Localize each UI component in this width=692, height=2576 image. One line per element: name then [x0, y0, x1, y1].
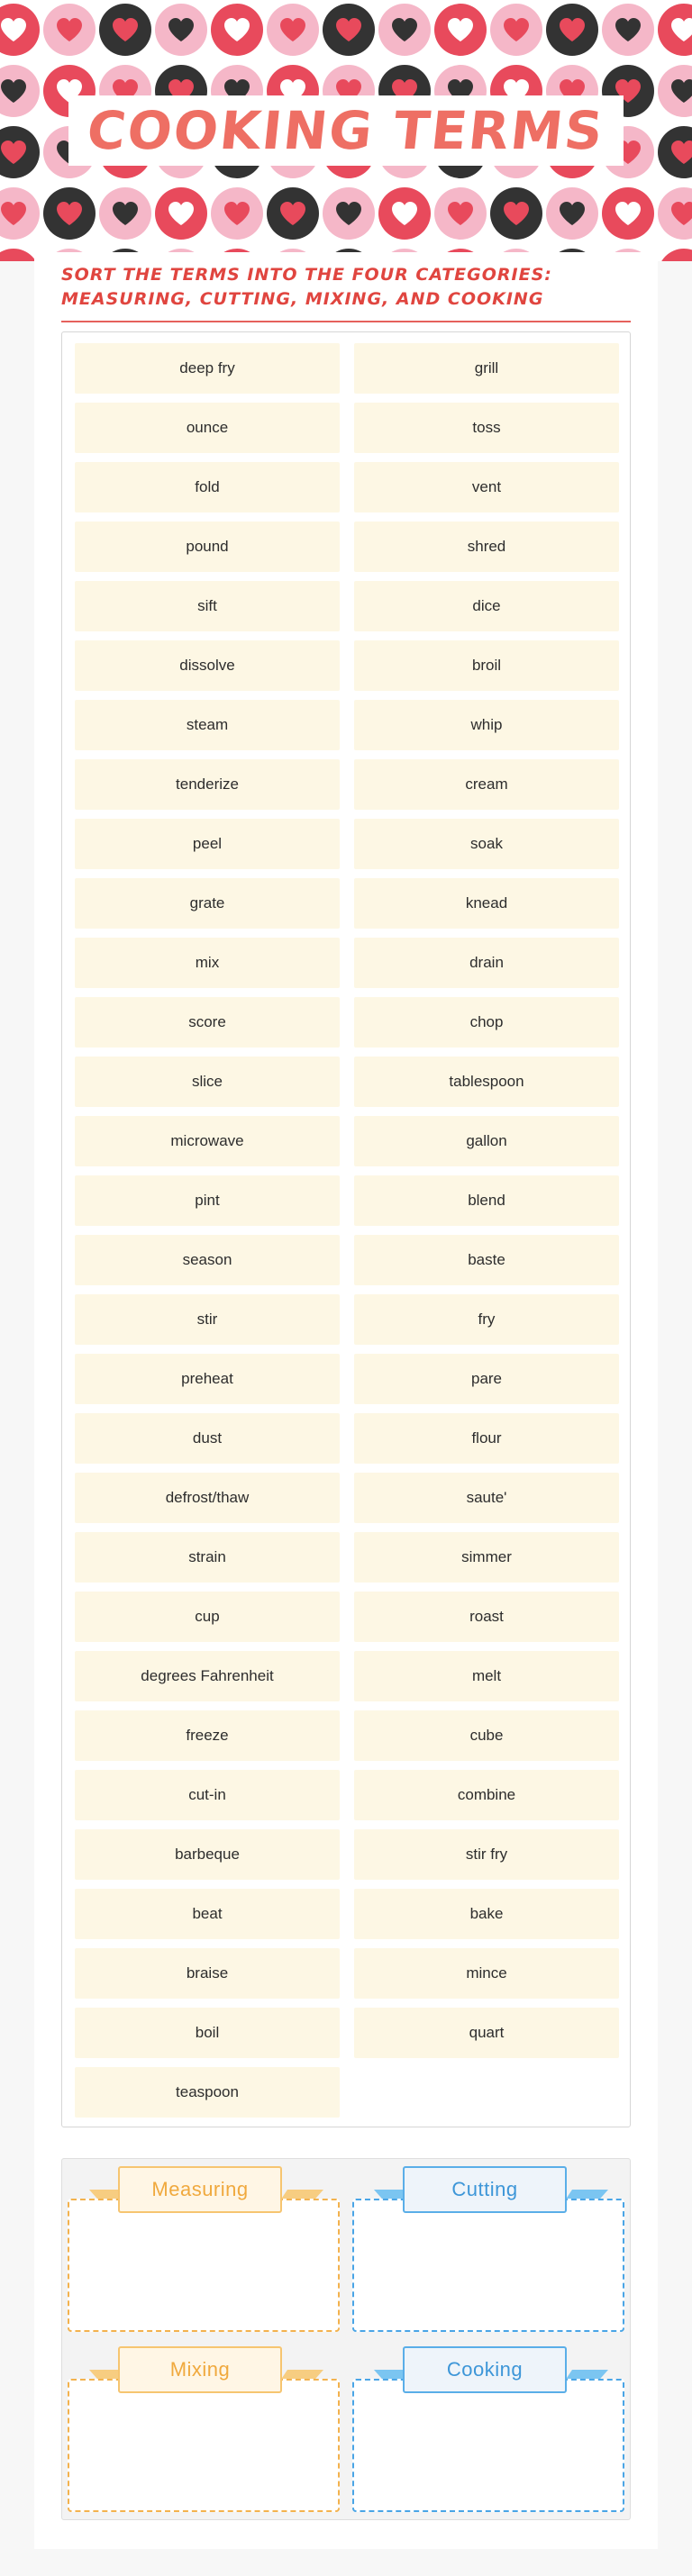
term-card[interactable]: saute': [354, 1473, 619, 1523]
term-card[interactable]: fold: [75, 462, 340, 512]
term-card[interactable]: pare: [354, 1354, 619, 1404]
heart-icon: [43, 187, 96, 240]
term-card[interactable]: peel: [75, 819, 340, 869]
heart-icon: [155, 4, 207, 56]
title-banner: [70, 97, 622, 164]
heart-icon: [378, 187, 431, 240]
term-card[interactable]: mince: [354, 1948, 619, 1999]
category-label-measuring: Measuring: [118, 2166, 282, 2213]
term-card[interactable]: gallon: [354, 1116, 619, 1166]
term-card[interactable]: vent: [354, 462, 619, 512]
term-card[interactable]: toss: [354, 403, 619, 453]
term-card[interactable]: drain: [354, 938, 619, 988]
heart-icon: [0, 126, 40, 178]
term-card[interactable]: deep fry: [75, 343, 340, 394]
heart-icon: [658, 126, 692, 178]
term-card[interactable]: simmer: [354, 1532, 619, 1583]
heart-icon: [0, 187, 40, 240]
category-mixing[interactable]: [64, 2339, 340, 2512]
heart-icon: [602, 4, 654, 56]
heart-icon: [378, 4, 431, 56]
heart-icon: [602, 187, 654, 240]
term-card[interactable]: grill: [354, 343, 619, 394]
heart-icon: [99, 187, 151, 240]
term-card[interactable]: defrost/thaw: [75, 1473, 340, 1523]
term-card[interactable]: combine: [354, 1770, 619, 1820]
heart-icon: [658, 249, 692, 261]
term-card[interactable]: cube: [354, 1710, 619, 1761]
heart-icon: [0, 65, 40, 117]
heart-icon: [43, 4, 96, 56]
divider: [61, 321, 631, 322]
term-card[interactable]: roast: [354, 1592, 619, 1642]
heart-icon: [658, 187, 692, 240]
term-card[interactable]: whip: [354, 700, 619, 750]
heart-icon: [211, 4, 263, 56]
heart-icon: [323, 187, 375, 240]
term-card[interactable]: ounce: [75, 403, 340, 453]
heart-icon: [267, 4, 319, 56]
term-card[interactable]: shred: [354, 522, 619, 572]
term-card[interactable]: baste: [354, 1235, 619, 1285]
drop-zone-measuring[interactable]: [68, 2199, 340, 2332]
term-card[interactable]: tenderize: [75, 759, 340, 810]
term-card[interactable]: cup: [75, 1592, 340, 1642]
term-card[interactable]: dissolve: [75, 640, 340, 691]
drop-zone-mixing[interactable]: [68, 2379, 340, 2512]
term-card[interactable]: cream: [354, 759, 619, 810]
heart-icon: [490, 4, 542, 56]
term-card[interactable]: pound: [75, 522, 340, 572]
term-card[interactable]: broil: [354, 640, 619, 691]
heart-icon: [155, 187, 207, 240]
heart-icon: [546, 187, 598, 240]
term-card[interactable]: cut-in: [75, 1770, 340, 1820]
term-card[interactable]: boil: [75, 2008, 340, 2058]
category-cutting[interactable]: [349, 2159, 624, 2332]
term-card[interactable]: strain: [75, 1532, 340, 1583]
term-card[interactable]: preheat: [75, 1354, 340, 1404]
term-card[interactable]: dust: [75, 1413, 340, 1464]
term-card[interactable]: freeze: [75, 1710, 340, 1761]
term-card[interactable]: quart: [354, 2008, 619, 2058]
term-card[interactable]: teaspoon: [75, 2067, 340, 2118]
term-card[interactable]: steam: [75, 700, 340, 750]
term-card[interactable]: season: [75, 1235, 340, 1285]
term-card[interactable]: score: [75, 997, 340, 1048]
term-card[interactable]: pint: [75, 1175, 340, 1226]
heart-icon: [658, 4, 692, 56]
term-card[interactable]: soak: [354, 819, 619, 869]
heart-icon: [434, 187, 487, 240]
category-label-cooking: Cooking: [403, 2346, 567, 2393]
category-cooking[interactable]: [349, 2339, 624, 2512]
term-card[interactable]: stir fry: [354, 1829, 619, 1880]
term-card[interactable]: braise: [75, 1948, 340, 1999]
term-card[interactable]: chop: [354, 997, 619, 1048]
heart-icon: [0, 4, 40, 56]
worksheet: [34, 252, 658, 2549]
term-card[interactable]: mix: [75, 938, 340, 988]
heart-icon: [99, 4, 151, 56]
heart-icon: [211, 187, 263, 240]
term-card[interactable]: sift: [75, 581, 340, 631]
term-card[interactable]: bake: [354, 1889, 619, 1939]
term-card[interactable]: slice: [75, 1057, 340, 1107]
heart-icon: [490, 187, 542, 240]
instructions: SORT THE TERMS INTO THE FOUR CATEGORIES: MEASURING, CUTTING, MIXING, AND COOKING: [61, 265, 552, 309]
term-grid: [75, 343, 619, 2118]
heart-icon: [267, 187, 319, 240]
category-label-cutting: Cutting: [403, 2166, 567, 2213]
term-card[interactable]: stir: [75, 1294, 340, 1345]
term-card[interactable]: barbeque: [75, 1829, 340, 1880]
term-card[interactable]: dice: [354, 581, 619, 631]
term-card[interactable]: fry: [354, 1294, 619, 1345]
page-title: COOKING TERMS: [84, 100, 608, 161]
term-card[interactable]: knead: [354, 878, 619, 929]
heart-icon: [546, 4, 598, 56]
drop-zone-cooking[interactable]: [352, 2379, 624, 2512]
category-label-mixing: Mixing: [118, 2346, 282, 2393]
term-card[interactable]: microwave: [75, 1116, 340, 1166]
term-card[interactable]: tablespoon: [354, 1057, 619, 1107]
term-card[interactable]: blend: [354, 1175, 619, 1226]
heart-icon: [434, 4, 487, 56]
term-card[interactable]: beat: [75, 1889, 340, 1939]
category-measuring[interactable]: [64, 2159, 340, 2332]
term-bank: [61, 331, 631, 2127]
heart-icon: [323, 4, 375, 56]
term-card[interactable]: flour: [354, 1413, 619, 1464]
term-card[interactable]: degrees Fahrenheit: [75, 1651, 340, 1701]
term-card[interactable]: melt: [354, 1651, 619, 1701]
term-card[interactable]: grate: [75, 878, 340, 929]
sort-area: [61, 2158, 631, 2520]
heart-icon: [658, 65, 692, 117]
drop-zone-cutting[interactable]: [352, 2199, 624, 2332]
